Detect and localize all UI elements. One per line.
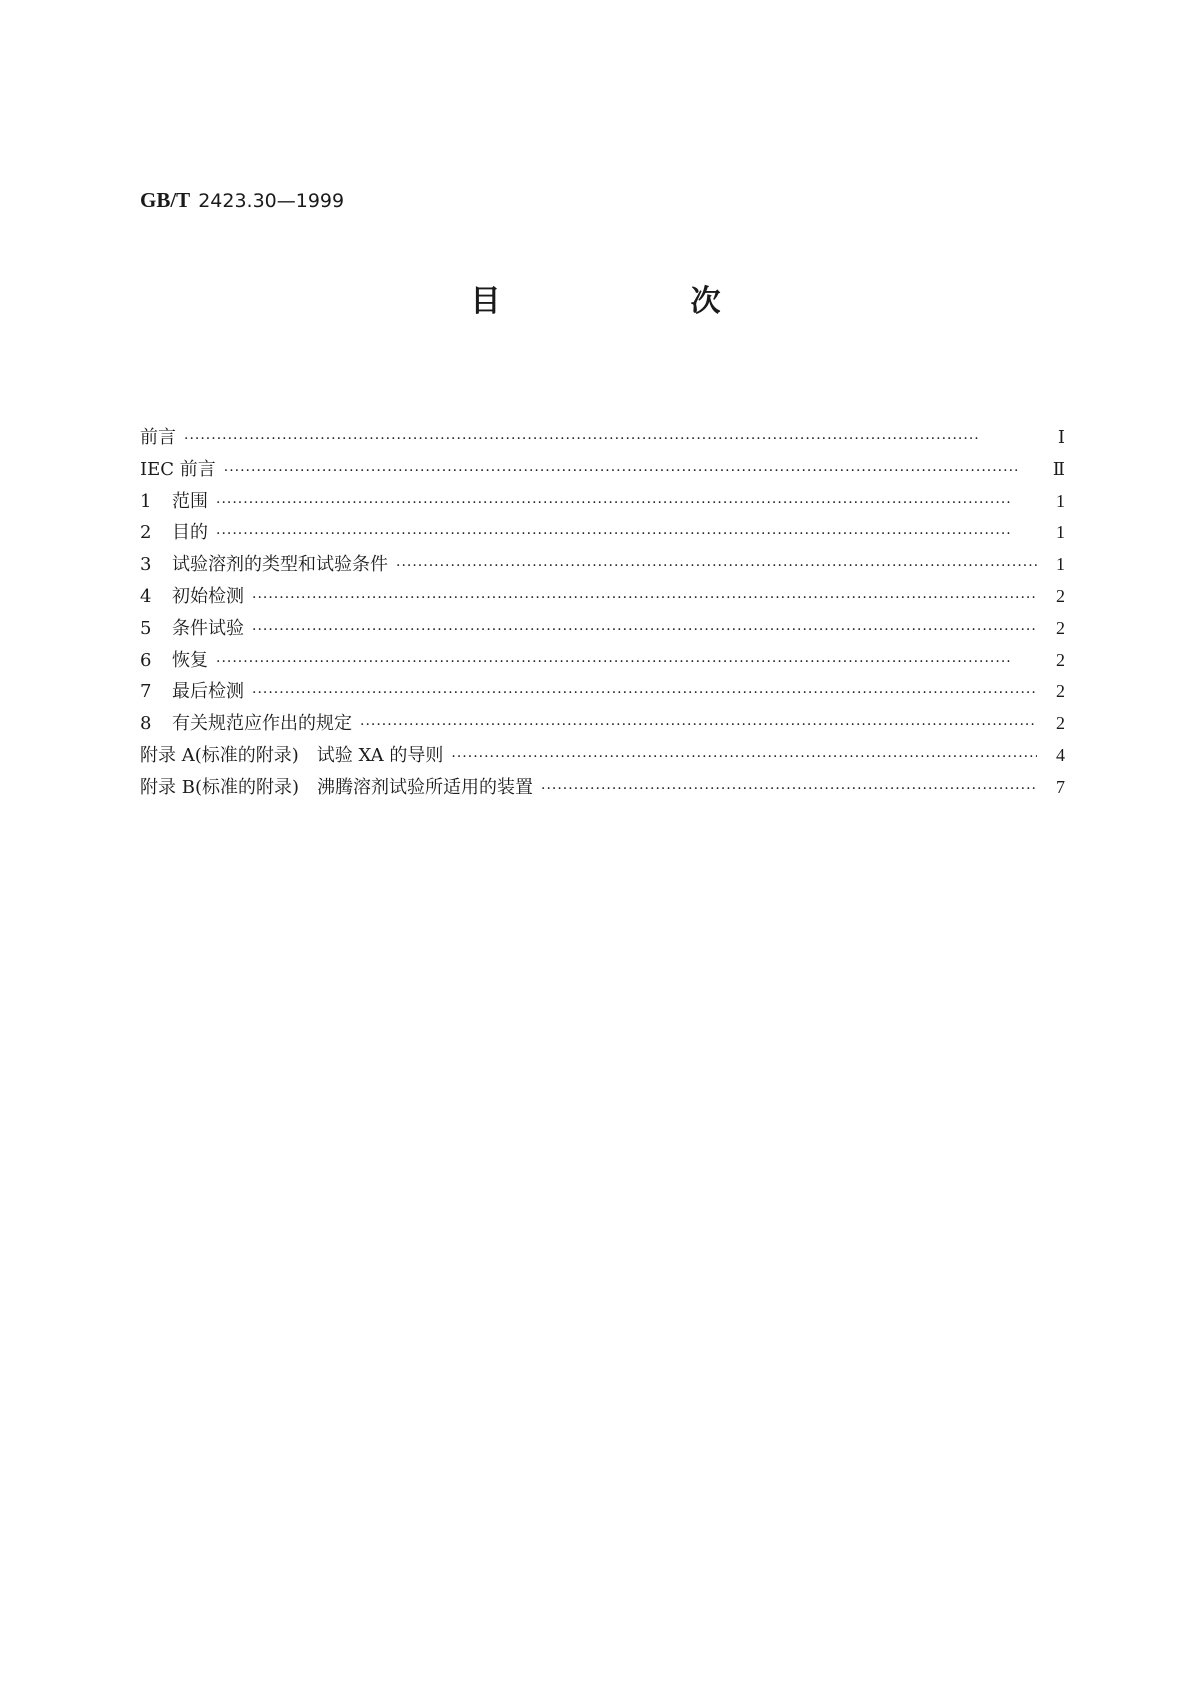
toc-leader-dots xyxy=(252,587,1037,609)
toc-entry-page: 4 xyxy=(1056,744,1065,765)
toc-entry-label: 目的 xyxy=(172,522,208,544)
toc-entry-page: Ⅱ xyxy=(1052,458,1065,479)
toc-entry-label: 范围 xyxy=(172,490,208,512)
toc-entry-appendix-b[interactable] xyxy=(140,776,1065,808)
toc-entry-page: 2 xyxy=(1056,649,1065,670)
toc-entry-page: 1 xyxy=(1056,490,1065,511)
toc-entry-page: 2 xyxy=(1056,713,1065,734)
standard-number: 2423.30—1999 xyxy=(198,190,345,212)
toc-leader-dots xyxy=(252,619,1037,641)
standard-code xyxy=(140,188,344,213)
toc-entry-number: 4 xyxy=(140,585,152,607)
toc-entry-page: 2 xyxy=(1056,681,1065,702)
toc-entry-label: IEC 前言 xyxy=(140,458,216,480)
toc-entry-number: 7 xyxy=(140,681,152,703)
toc-leader-dots xyxy=(216,492,1037,514)
toc-leader-dots xyxy=(396,555,1037,577)
toc-entry-iec-foreword[interactable] xyxy=(140,458,1065,490)
toc-entry-label: 附录 B(标准的附录) 沸腾溶剂试验所适用的装置 xyxy=(140,776,533,798)
toc-entry-page: 2 xyxy=(1056,585,1065,606)
toc-entry-label: 前言 xyxy=(140,427,176,448)
toc-entry-5[interactable] xyxy=(140,617,1065,649)
toc-leader-dots xyxy=(216,523,1037,545)
toc-entry-3[interactable] xyxy=(140,553,1065,585)
toc-entry-1[interactable] xyxy=(140,490,1065,522)
toc-entry-2[interactable] xyxy=(140,521,1065,553)
toc-leader-dots xyxy=(184,428,1037,450)
toc-entry-label: 条件试验 xyxy=(172,617,244,639)
toc-entry-7[interactable] xyxy=(140,680,1065,712)
toc-title: 目 次 xyxy=(470,284,801,319)
toc-leader-dots xyxy=(360,714,1037,736)
toc-entry-label: 附录 A(标准的附录) 试验 XA 的导则 xyxy=(140,744,444,766)
toc-leader-dots xyxy=(541,778,1037,800)
toc-entry-page: 2 xyxy=(1056,617,1065,638)
toc-leader-dots xyxy=(252,682,1037,704)
toc-entry-appendix-a[interactable] xyxy=(140,744,1065,776)
toc-entry-label: 最后检测 xyxy=(172,681,244,703)
toc-entry-label: 试验溶剂的类型和试验条件 xyxy=(172,554,388,576)
toc-entry-8[interactable] xyxy=(140,712,1065,744)
toc-leader-dots xyxy=(451,746,1037,768)
toc-entry-number: 1 xyxy=(140,490,152,512)
toc-entry-number: 6 xyxy=(140,649,152,671)
table-of-contents xyxy=(140,426,1065,808)
toc-entry-page: Ⅰ xyxy=(1057,427,1065,447)
toc-entry-label: 恢复 xyxy=(172,649,208,671)
toc-entry-page: 1 xyxy=(1056,522,1065,543)
toc-entry-page: 1 xyxy=(1056,554,1065,575)
toc-entry-number: 5 xyxy=(140,617,152,639)
toc-leader-dots xyxy=(224,460,1037,482)
standard-prefix: GB/T xyxy=(140,188,191,212)
toc-entry-4[interactable] xyxy=(140,585,1065,617)
toc-leader-dots xyxy=(216,651,1037,673)
toc-entry-number: 8 xyxy=(140,713,152,735)
toc-entry-label: 初始检测 xyxy=(172,585,244,607)
toc-entry-foreword[interactable] xyxy=(140,426,1065,458)
toc-entry-6[interactable] xyxy=(140,649,1065,681)
toc-entry-number: 2 xyxy=(140,522,152,544)
toc-entry-page: 7 xyxy=(1056,776,1065,797)
toc-entry-label: 有关规范应作出的规定 xyxy=(172,713,352,735)
toc-entry-number: 3 xyxy=(140,554,152,576)
